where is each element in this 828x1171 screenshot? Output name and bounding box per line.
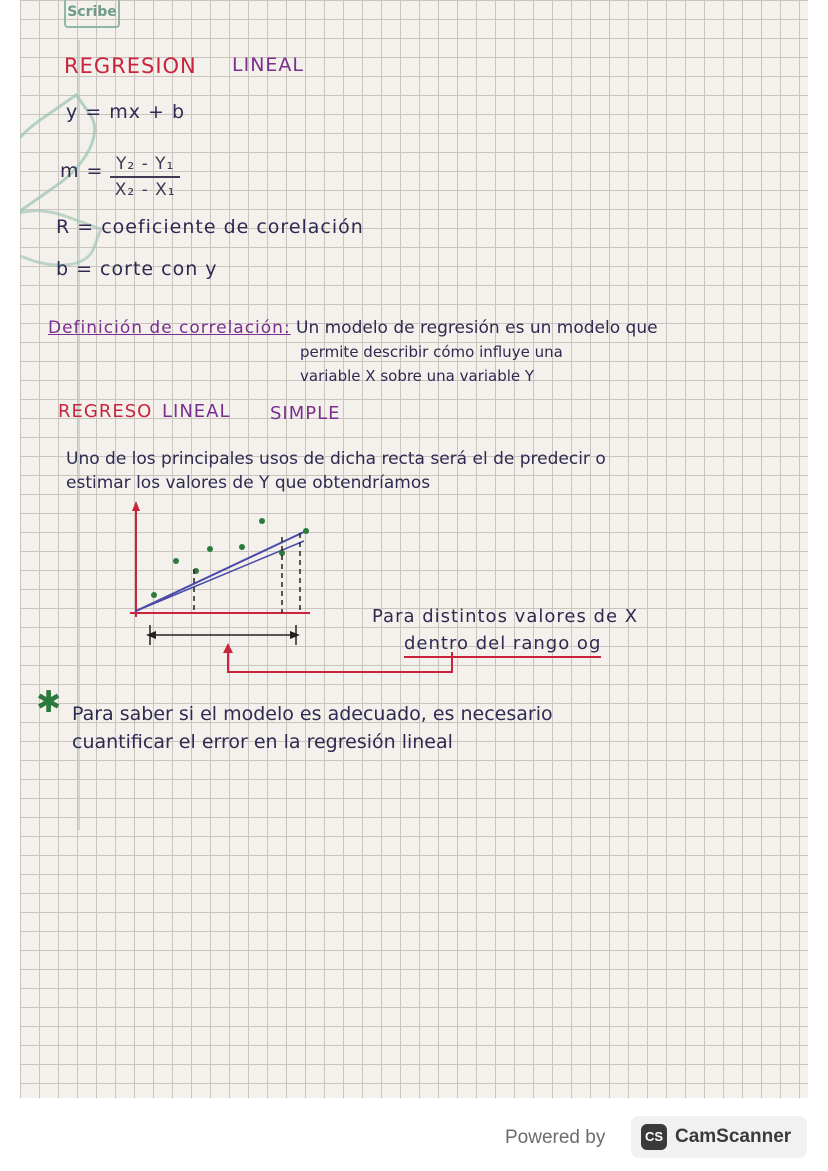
notebook-brand-tag: Scribe — [64, 0, 120, 28]
section-lineal: LINEAL — [162, 401, 231, 422]
data-point — [303, 528, 309, 534]
slope-denominator: X₂ - X₁ — [114, 180, 176, 200]
data-point — [151, 592, 157, 598]
uses-paragraph — [66, 447, 606, 495]
data-point — [239, 544, 245, 550]
definition-text — [296, 316, 658, 388]
range-arrow-left — [146, 631, 156, 639]
definition-line: permite describir cómo influye una — [300, 343, 563, 361]
para-distintos-text: Para distintos valores de X — [372, 606, 639, 627]
definition-label: Definición de correlación: — [48, 318, 291, 338]
note-line: cuantificar el error en la regresión lineal — [72, 731, 453, 753]
data-point — [207, 546, 213, 552]
slope-label: m = — [60, 160, 104, 182]
regression-line-secondary — [136, 541, 304, 611]
uses-line: estimar los valores de Y que obtendríamos — [66, 473, 431, 493]
b-definition: b = corte con y — [56, 258, 218, 280]
title-regresion: REGRESION — [64, 54, 197, 78]
definition-line: Un modelo de regresión es un modelo que — [296, 318, 658, 338]
camscanner-logo-icon: CS — [641, 1124, 667, 1150]
definition-line: variable X sobre una variable Y — [300, 367, 535, 385]
r-definition: R = coeficiente de corelación — [56, 216, 364, 238]
green-asterisk-icon: ✱ — [36, 685, 62, 720]
linear-equation: y = mx + b — [66, 101, 186, 123]
data-point — [259, 518, 265, 524]
data-points — [151, 518, 309, 598]
data-point — [173, 558, 179, 564]
regression-line — [136, 531, 306, 611]
sketch-y-arrow — [132, 501, 140, 511]
uses-line: Uno de los principales usos de dicha recta será el de predecir o — [66, 449, 606, 469]
rango-text: dentro del rango og — [404, 633, 601, 658]
range-arrow-right — [290, 631, 300, 639]
powered-by-label: Powered by — [505, 1127, 606, 1148]
section-simple: SIMPLE — [270, 403, 341, 424]
note-paragraph — [72, 700, 553, 756]
section-regreso: REGRESO — [58, 401, 153, 422]
note-line: Para saber si el modelo es adecuado, es necesario — [72, 703, 553, 725]
slope-fraction — [110, 154, 180, 200]
slope-numerator: Y₂ - Y₁ — [110, 154, 180, 178]
camscanner-label: CamScanner — [675, 1126, 792, 1147]
title-lineal: LINEAL — [232, 54, 304, 76]
